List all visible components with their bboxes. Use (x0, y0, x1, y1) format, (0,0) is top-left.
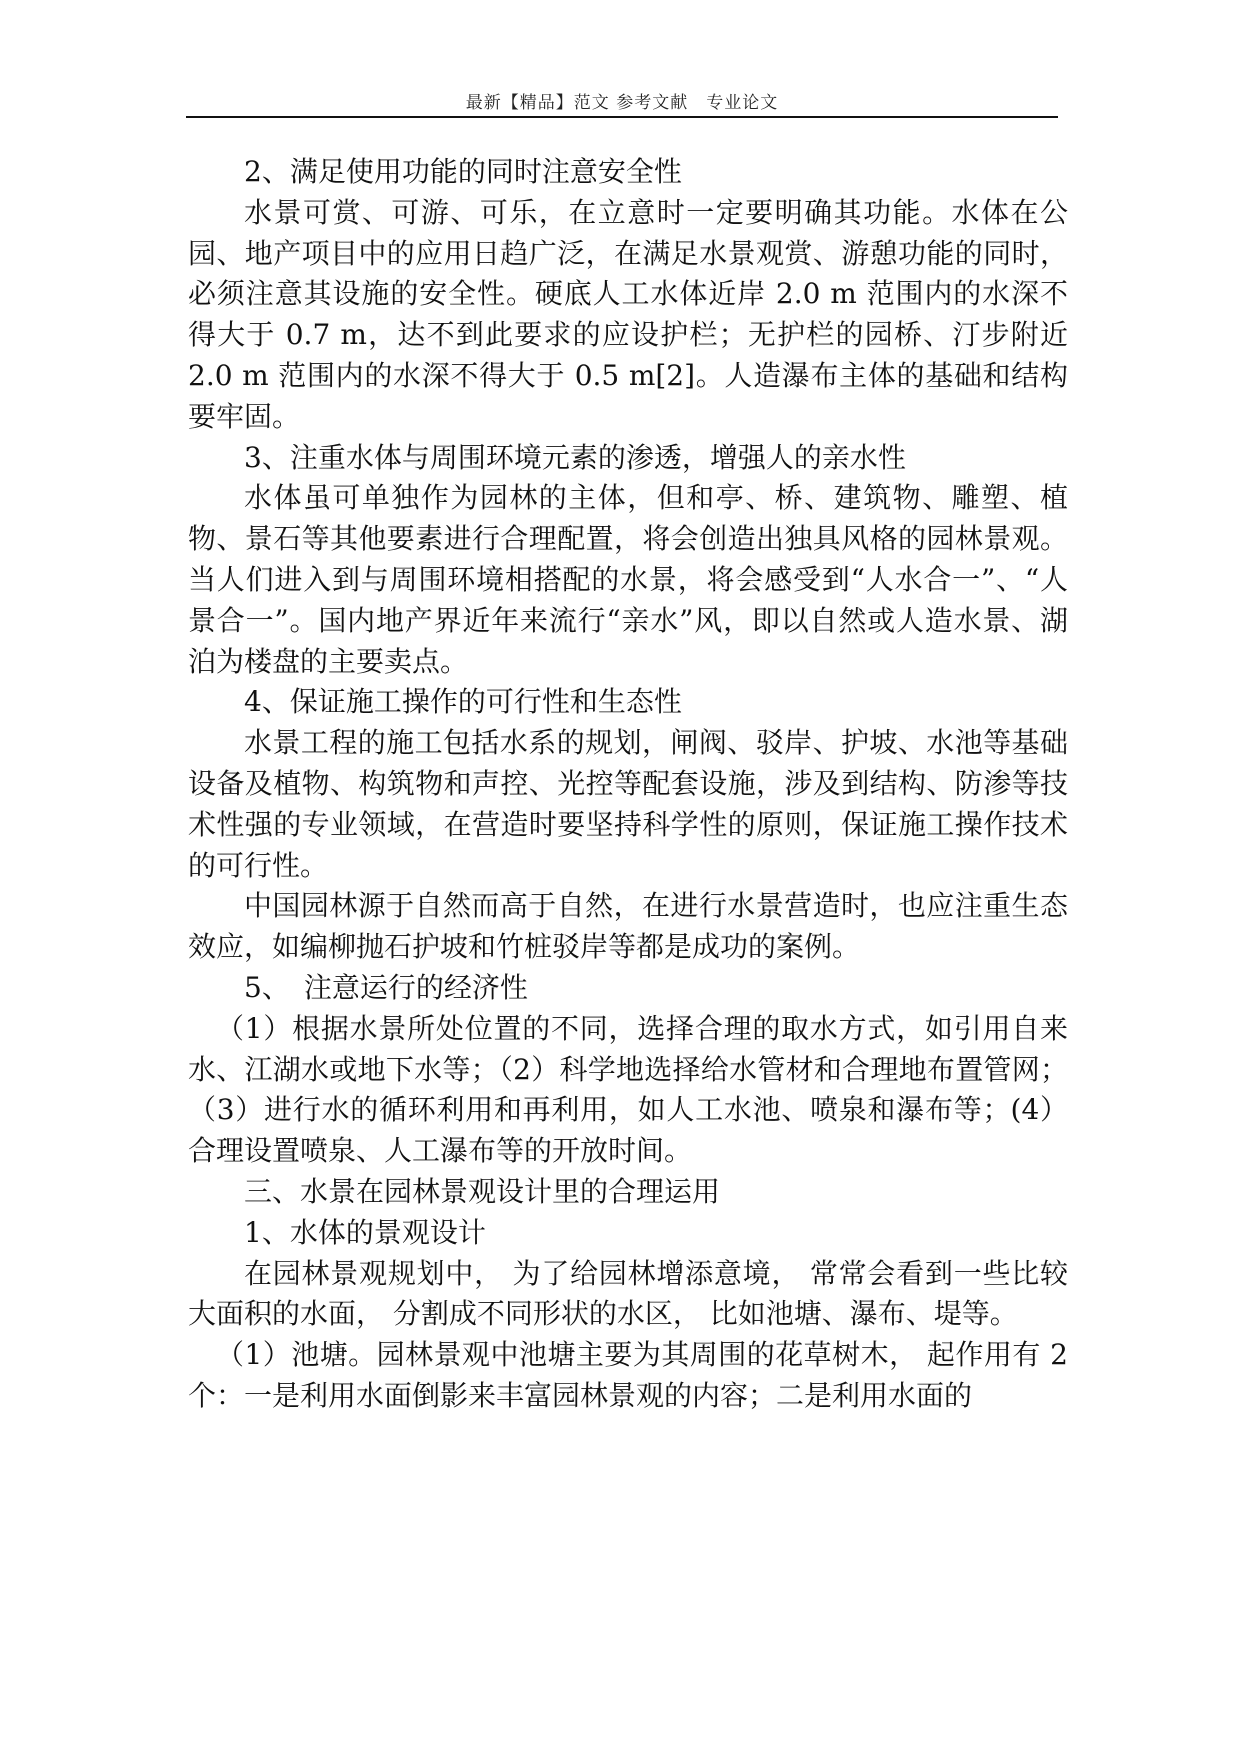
paragraph: 水景可赏、可游、可乐，在立意时一定要明确其功能。水体在公园、地产项目中的应用日趋广泛，在满足水景观赏、游憩功能的同时，必须注意其设施的安全性。硬底人工水体近岸 2.0 m 范围内的水深不得大于 0.7 m，达不到此要求的应设护栏；无护栏的园桥、汀步附近 2.0 m 范围内的水深不得大于 0.5 m[2]。人造瀑布主体的基础和结构要牢固。 (188, 195, 1068, 433)
paragraph: 在园林景观规划中， 为了给园林增添意境， 常常会看到一些比较大面积的水面， 分割成不同形状的水区， 比如池塘、瀑布、堤等。 (188, 1256, 1068, 1331)
header-rule (186, 116, 1058, 118)
paragraph: 水体虽可单独作为园林的主体，但和亭、桥、建筑物、雕塑、植物、景石等其他要素进行合理配置，将会创造出独具风格的园林景观。当人们进入到与周围环境相搭配的水景，将会感受到“人水合一”、“人景合一”。国内地产界近年来流行“亲水”风，即以自然或人造水景、湖泊为楼盘的主要卖点。 (188, 481, 1068, 678)
section-heading: 4、保证施工操作的可行性和生态性 (244, 685, 682, 719)
paragraph: 中国园林源于自然而高于自然，在进行水景营造时，也应注重生态效应，如编柳抛石护坡和竹桩驳岸等都是成功的案例。 (188, 889, 1068, 964)
section-heading: 3、注重水体与周围环境元素的渗透，增强人的亲水性 (244, 440, 906, 474)
section-heading: 三、水景在园林景观设计里的合理运用 (244, 1174, 721, 1208)
document-body (188, 152, 1068, 1417)
section-heading: 5、 注意运行的经济性 (244, 970, 528, 1004)
section-heading: 1、水体的景观设计 (244, 1215, 486, 1249)
paragraph: （1）池塘。园林景观中池塘主要为其周围的花草树木， 起作用有 2 个：一是利用水面倒影来丰富园林景观的内容；二是利用水面的 (188, 1338, 1068, 1412)
paragraph: （1）根据水景所处位置的不同，选择合理的取水方式，如引用自来水、江湖水或地下水等；（2）科学地选择给水管材和合理地布置管网；（3）进行水的循环利用和再利用，如人工水池、喷泉和瀑布等；(4）合理设置喷泉、人工瀑布等的开放时间。 (188, 1011, 1068, 1168)
section-heading: 2、满足使用功能的同时注意安全性 (244, 155, 682, 188)
paragraph: 水景工程的施工包括水系的规划，闸阀、驳岸、护坡、水池等基础设备及植物、构筑物和声控、光控等配套设施，涉及到结构、防渗等技术性强的专业领域，在营造时要坚持科学性的原则，保证施工操作技术的可行性。 (188, 726, 1068, 882)
page-header: 最新【精品】范文 参考文献 专业论文 (465, 93, 779, 113)
